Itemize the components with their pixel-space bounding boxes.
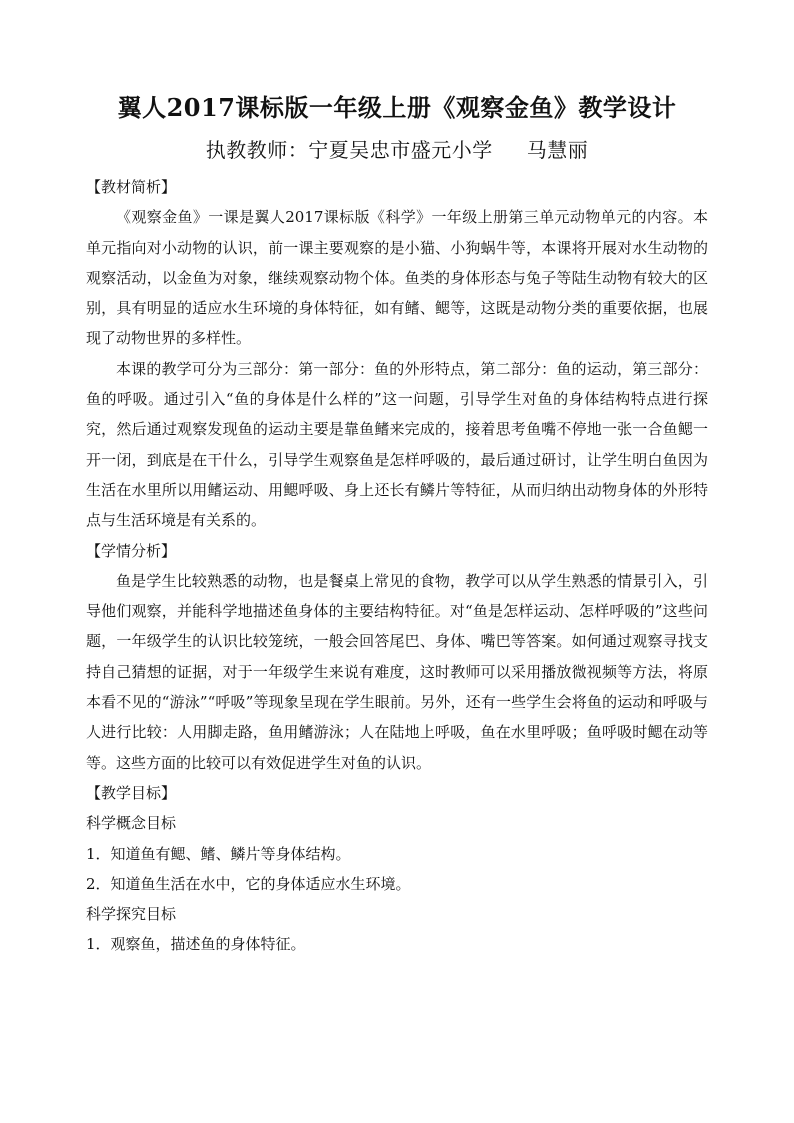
teacher-line [0, 136, 794, 164]
section-heading-goals: 【教学目标】 [86, 783, 177, 802]
document-body [86, 172, 708, 960]
section-heading-students: 【学情分析】 [86, 541, 177, 560]
concept-goal-item-1: 1．知道鱼有鳃、鳍、鳞片等身体结构。 [86, 844, 351, 863]
teacher-name: 马慧丽 [526, 138, 589, 162]
teacher-label: 执教教师：宁夏吴忠市盛元小学 [205, 138, 493, 162]
section-heading-textbook: 【教材简析】 [86, 178, 177, 196]
inquiry-goal-item-1: 1．观察鱼，描述鱼的身体特征。 [86, 935, 306, 954]
students-paragraph-1: 鱼是学生比较熟悉的动物，也是餐桌上常见的食物，教学可以从学生熟悉的情景引入，引导他们观察，并能科学地描述鱼身体的主要结构特征。对“鱼是怎样运动、怎样呼吸的”这些问题，一年级学生的认识比较笼统，一般会回答尾巴、身体、嘴巴等答案。如何通过观察寻找支持自己猜想的证据，对于一年级学生来说有难度，这时教师可以采用播放微视频等方法，将原本看不见的“游泳”“呼吸”等现象呈现在学生眼前。另外，还有一些学生会将鱼的运动和呼吸与人进行比较：人用脚走路，鱼用鳍游泳；人在陆地上呼吸，鱼在水里呼吸；鱼呼吸时鳃在动等等。这些方面的比较可以有效促进学生对鱼的认识。 [86, 571, 708, 772]
concept-goals-title: 科学概念目标 [86, 814, 177, 833]
textbook-paragraph-2: 本课的教学可分为三部分：第一部分：鱼的外形特点，第二部分：鱼的运动，第三部分：鱼的呼吸。通过引入“鱼的身体是什么样的”这一问题，引导学生对鱼的身体结构特点进行探究，然后通过观察发现鱼的运动主要是靠鱼鳍来完成的，接着思考鱼嘴不停地一张一合鱼鳃一开一闭，到底是在干什么，引导学生观察鱼是怎样呼吸的，最后通过研讨，让学生明白鱼因为生活在水里所以用鳍运动、用鳃呼吸、身上还长有鳞片等特征，从而归纳出动物身体的外形特点与生活环境是有关系的。 [86, 359, 708, 530]
page-title: 翼人2017课标版一年级上册《观察金鱼》教学设计 [117, 93, 677, 122]
textbook-paragraph-1: 《观察金鱼》一课是翼人2017课标版《科学》一年级上册第三单元动物单元的内容。本单元指向对小动物的认识，前一课主要观察的是小猫、小狗蜗牛等，本课将开展对水生动物的观察活动，以金鱼为对象，继续观察动物个体。鱼类的身体形态与兔子等陆生动物有较大的区别，具有明显的适应水生环境的身体特征，如有鳍、鳃等，这既是动物分类的重要依据，也展现了动物世界的多样性。 [86, 208, 708, 348]
inquiry-goals-title: 科学探究目标 [86, 905, 177, 924]
concept-goal-item-2: 2．知道鱼生活在水中，它的身体适应水生环境。 [86, 874, 411, 893]
